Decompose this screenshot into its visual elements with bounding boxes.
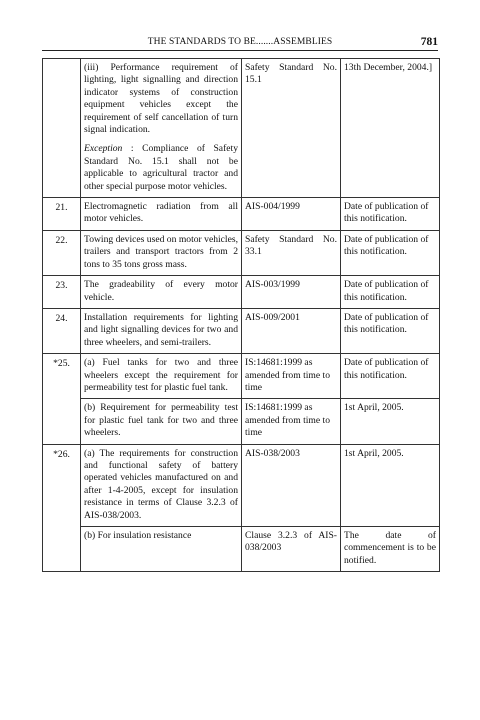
row-number-blank: [43, 527, 81, 572]
row-number: 23.: [43, 276, 81, 309]
row-number: *26.: [43, 444, 81, 526]
row-description: (b) For insulation resistance: [81, 527, 242, 572]
row-description: Towing devices used on motor vehicles, trailers and transport tractors from 2 tons to 35 tons gross mass.: [81, 230, 242, 275]
row-date: Date of publication of this notification.: [341, 230, 440, 275]
table-row: [43, 230, 440, 275]
row-date: Date of publication of this notification.: [341, 308, 440, 353]
row-standard: Safety Standard No. 15.1: [242, 59, 341, 198]
row-standard: Clause 3.2.3 of AIS-038/2003: [242, 527, 341, 572]
row-description: [81, 59, 242, 198]
row-number: 22.: [43, 230, 81, 275]
row-date: Date of publication of this notification.: [341, 354, 440, 399]
page-number: 781: [420, 36, 438, 48]
row-number: 21.: [43, 198, 81, 231]
table-row: [43, 308, 440, 353]
table-row: [43, 399, 440, 444]
row-number: *25.: [43, 354, 81, 399]
row-number: 24.: [43, 308, 81, 353]
row-standard: IS:14681:1999 as amended from time to time: [242, 399, 341, 444]
row-description: Electromagnetic radiation from all motor vehicles.: [81, 198, 242, 231]
row-standard: AIS-004/1999: [242, 198, 341, 231]
row-number-blank: [43, 399, 81, 444]
row-standard: AIS-003/1999: [242, 276, 341, 309]
row-description: (a) Fuel tanks for two and three wheelers except the requirement for permeability test for plastic fuel tank.: [81, 354, 242, 399]
exception-text: : Compliance of Safety Standard No. 15.1 shall not be applicable to agricultural tractor and other special purpose motor vehicles.: [84, 143, 238, 192]
running-head: THE STANDARDS TO BE.......ASSEMBLIES: [147, 37, 333, 47]
row-description: The gradeability of every motor vehicle.: [81, 276, 242, 309]
table-row: [43, 527, 440, 572]
table-row: [43, 276, 440, 309]
row-description: (b) Requirement for permeability test for plastic fuel tank for two and three wheelers.: [81, 399, 242, 444]
table-row: [43, 59, 440, 198]
description-text: (iii) Performance requirement of lighting, light signalling and direction indicator systems of construction equipment vehicles except the requirement of self cancellation of turn signal indication.: [84, 62, 238, 136]
row-description: (a) The requirements for construction and functional safety of battery operated vehicles manufactured on and after 1-4-2005, except for insulation resistance in terms of Clause 3.2.3 of AIS-038/2003.: [81, 444, 242, 526]
exception-note: [84, 143, 238, 193]
row-standard: IS:14681:1999 as amended from time to time: [242, 354, 341, 399]
row-date: Date of publication of this notification.: [341, 198, 440, 231]
exception-label: Exception: [84, 143, 123, 155]
row-standard: AIS-038/2003: [242, 444, 341, 526]
row-date: Date of publication of this notification.: [341, 276, 440, 309]
row-standard: AIS-009/2001: [242, 308, 341, 353]
standards-table: [42, 58, 440, 572]
page-header: [42, 36, 438, 51]
row-standard: Safety Standard No. 33.1: [242, 230, 341, 275]
table-row: [43, 444, 440, 526]
row-date: 13th December, 2004.]: [341, 59, 440, 198]
row-description: Installation requirements for lighting and light signalling devices for two and three wheelers, and semi-trailers.: [81, 308, 242, 353]
row-date: The date of commencement is to be notified.: [341, 527, 440, 572]
row-number: [43, 59, 81, 198]
table-row: [43, 354, 440, 399]
row-date: 1st April, 2005.: [341, 399, 440, 444]
row-date: 1st April, 2005.: [341, 444, 440, 526]
table-row: [43, 198, 440, 231]
